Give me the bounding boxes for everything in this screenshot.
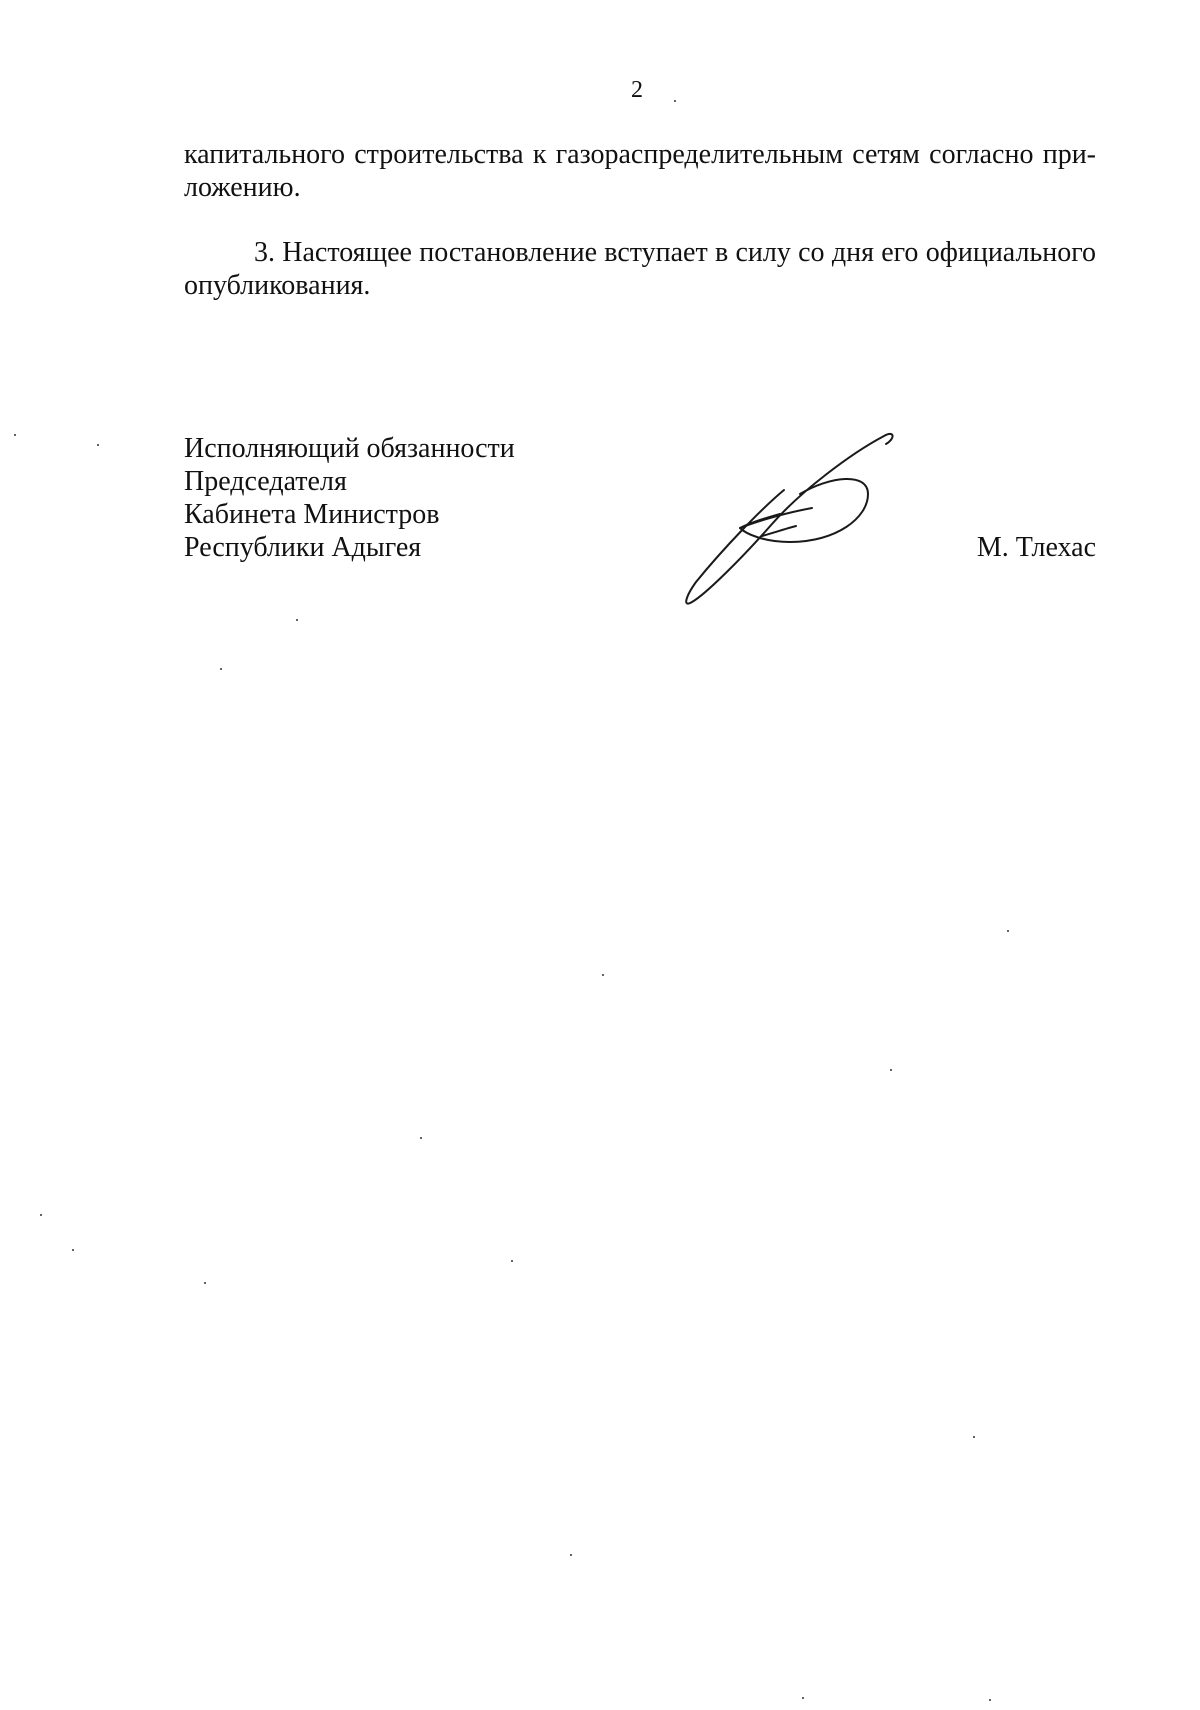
scan-speck	[802, 1697, 804, 1699]
scan-speck	[602, 974, 604, 976]
scan-speck	[674, 100, 676, 102]
scan-speck	[989, 1699, 991, 1701]
signatory-position	[184, 432, 515, 564]
position-line: Кабинета Министров	[184, 499, 440, 530]
scan-speck	[1007, 930, 1009, 932]
signer-name: М. Тлехас	[976, 532, 1096, 563]
handwritten-signature	[680, 432, 910, 612]
position-line: Исполняющий обязанности	[184, 433, 515, 464]
page-number: 2	[631, 77, 643, 103]
scan-speck	[40, 1214, 42, 1216]
position-line: Республики Адыгея	[184, 532, 422, 563]
scan-speck	[570, 1554, 572, 1556]
position-line: Председателя	[184, 466, 347, 497]
paragraph-continuation: капитального строительства к газораспределительным сетям согласно при-ложению.	[184, 139, 1096, 203]
scan-speck	[97, 444, 99, 446]
scan-speck	[220, 668, 222, 670]
scan-speck	[72, 1249, 74, 1251]
scan-speck	[296, 619, 298, 621]
scan-speck	[14, 434, 16, 436]
scan-speck	[204, 1282, 206, 1284]
scan-speck	[511, 1260, 513, 1262]
scan-speck	[420, 1137, 422, 1139]
scan-speck	[890, 1069, 892, 1071]
paragraph-effective-date: 3. Настоящее постановление вступает в силу со дня его официального опубликования.	[184, 237, 1096, 301]
scan-speck	[973, 1436, 975, 1438]
